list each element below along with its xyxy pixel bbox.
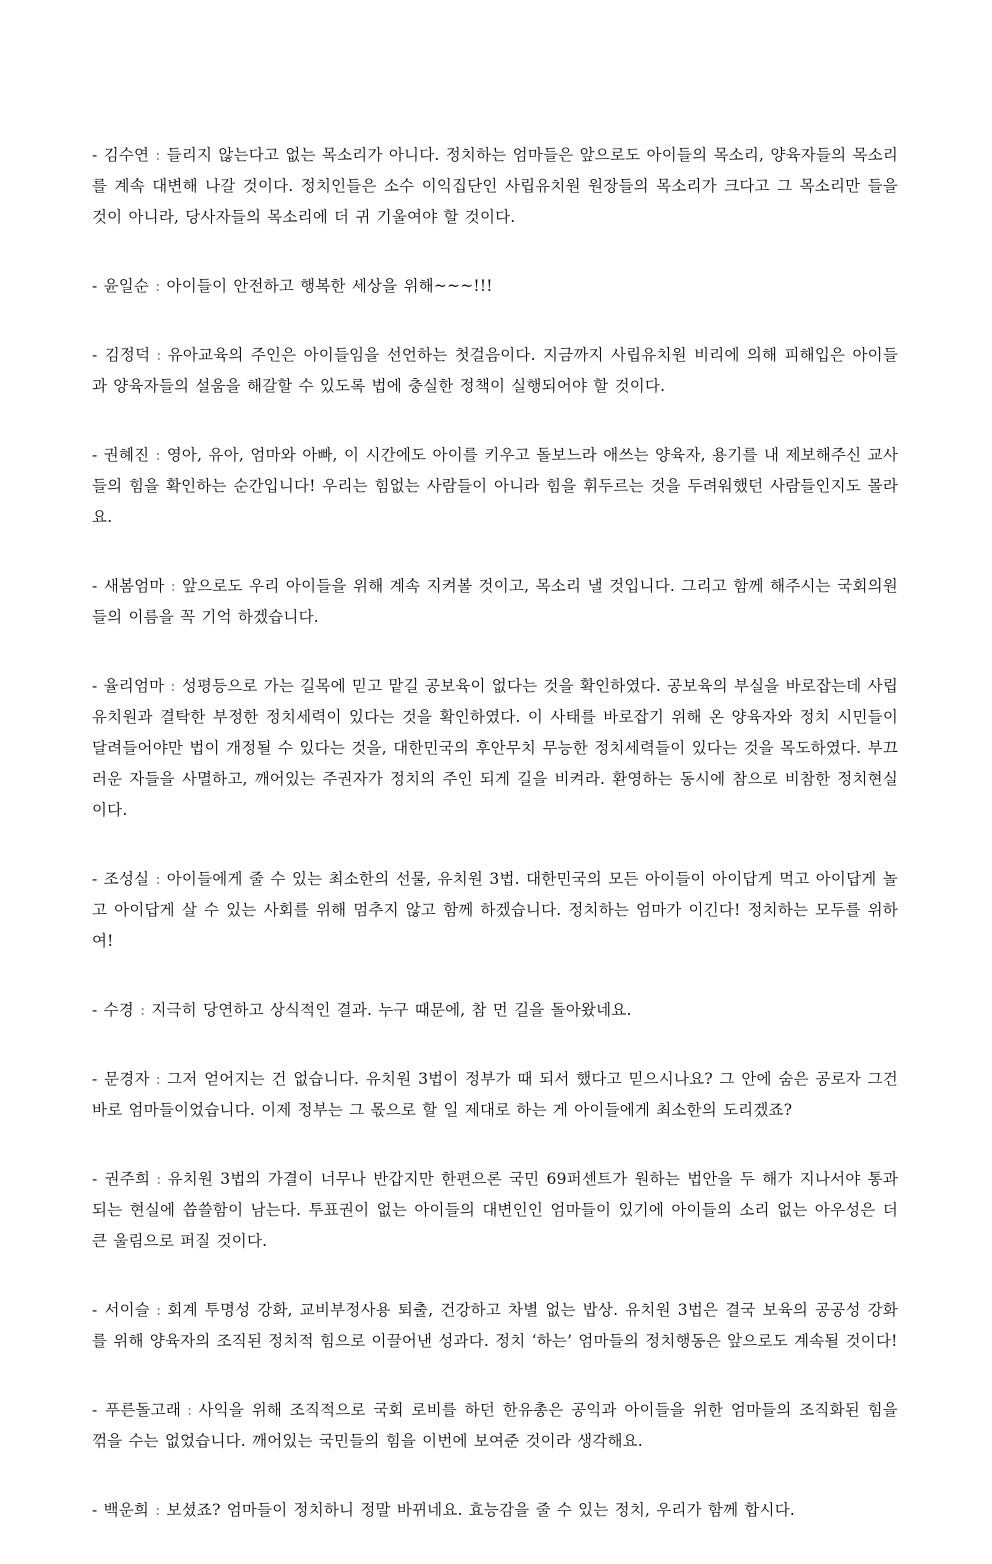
entry-dash: -	[92, 870, 98, 888]
comment-entry	[92, 1495, 898, 1526]
comment-text: 영아, 유아, 엄마와 아빠, 이 시간에도 아이를 키우고 돌보느라 애쓰는 양육자, 용기를 내 제보해주신 교사들의 힘을 확인하는 순간입니다! 우리는 힘없는 사람들이 아니라 힘을 휘두르는 것을 두려워했던 사람들인지도 몰라요.	[92, 446, 898, 526]
name-separator: :	[170, 577, 177, 595]
comment-text: 아이들에게 줄 수 있는 최소한의 선물, 유치원 3법. 대한민국의 모든 아이들이 아이답게 먹고 아이답게 놀고 아이답게 살 수 있는 사회를 위해 멈추지 않고 함께 하겠습니다. 정치하는 엄마가 이긴다! 정치하는 모두를 위하여!	[92, 870, 898, 950]
comment-entry	[92, 571, 898, 633]
comment-text: 회계 투명성 강화, 교비부정사용 퇴출, 건강하고 차별 없는 밥상. 유치원 3법은 결국 보육의 공공성 강화를 위해 양육자의 조직된 정치적 힘으로 이끌어낸 성과다. 정치 ‘하는’ 엄마들의 정치행동은 앞으로도 계속될 것이다!	[92, 1301, 898, 1350]
commenter-name: 서이슬	[104, 1301, 150, 1319]
name-separator: :	[156, 1170, 162, 1188]
commenter-name: 수경	[103, 1001, 134, 1019]
name-separator: :	[155, 870, 161, 888]
commenter-name: 율리엄마	[103, 677, 165, 695]
entry-dash: -	[92, 1501, 98, 1519]
comment-text: 성평등으로 가는 길목에 믿고 맡길 공보육이 없다는 것을 확인하였다. 공보육의 부실을 바로잡는데 사립유치원과 결탁한 부정한 정치세력이 있다는 것을 확인하였다. 이 사태를 바로잡기 위해 온 양육자와 정치 시민들이 달려들어야만 법이 개정될 수 있다는 것을, 대한민국의 후안무치 무능한 정치세력들이 있다는 것을 목도하였다. 부끄러운 자들을 사멸하고, 깨어있는 주권자가 정치의 주인 되게 길을 비켜라. 환영하는 동시에 참으로 비참한 정치현실이다.	[92, 677, 898, 819]
comment-text: 유치원 3법의 가결이 너무나 반갑지만 한편으론 국민 69퍼센트가 원하는 법안을 두 해가 지나서야 통과되는 현실에 씁쓸함이 남는다. 투표권이 없는 아이들의 대변인인 엄마들이 있기에 아이들의 소리 없는 아우성은 더 큰 울림으로 퍼질 것이다.	[92, 1170, 898, 1250]
name-separator: :	[155, 277, 161, 295]
entry-dash: -	[92, 677, 98, 695]
comment-entry	[92, 1064, 898, 1126]
name-separator: :	[187, 1401, 193, 1419]
name-separator: :	[139, 1001, 146, 1019]
comment-text: 지극히 당연하고 상식적인 결과. 누구 때문에, 참 먼 길을 돌아왔네요.	[151, 1001, 632, 1019]
comment-entry	[92, 440, 898, 533]
commenter-name: 백운희	[103, 1501, 150, 1519]
comment-entry	[92, 671, 898, 826]
commenter-name: 새봄엄마	[103, 577, 165, 595]
comment-text: 아이들이 안전하고 행복한 세상을 위해~~~!!!	[166, 277, 493, 295]
comment-text: 유아교육의 주인은 아이들임을 선언하는 첫걸음이다. 지금까지 사립유치원 비리에 의해 피해입은 아이들과 양육자들의 설움을 해갈할 수 있도록 법에 충실한 정책이 실행되어야 할 것이다.	[92, 346, 898, 395]
comment-entry	[92, 1295, 898, 1357]
name-separator: :	[155, 446, 161, 464]
comment-entry	[92, 1164, 898, 1257]
name-separator: :	[155, 1070, 162, 1088]
commenter-name: 김정덕	[104, 346, 151, 364]
comment-text: 보셨죠? 엄마들이 정치하니 정말 바뀌네요. 효능감을 줄 수 있는 정치, 우리가 함께 합시다.	[166, 1501, 796, 1519]
comment-text: 사익을 위해 조직적으로 국회 로비를 하던 한유총은 공익과 아이들을 위한 엄마들의 조직화된 힘을 꺾을 수는 없었습니다. 깨어있는 국민들의 힘을 이번에 보여준 것이라 생각해요.	[92, 1401, 898, 1450]
commenter-name: 권주희	[104, 1170, 151, 1188]
comment-text: 앞으로도 우리 아이들을 위해 계속 지켜볼 것이고, 목소리 낼 것입니다. 그리고 함께 해주시는 국회의원들의 이름을 꼭 기억 하겠습니다.	[92, 577, 898, 626]
entry-dash: -	[92, 1001, 98, 1019]
commenter-name: 김수연	[103, 146, 150, 164]
entry-dash: -	[92, 277, 98, 295]
name-separator: :	[155, 1301, 162, 1319]
name-separator: :	[155, 1501, 161, 1519]
commenter-name: 조성실	[103, 870, 150, 888]
entry-dash: -	[92, 346, 98, 364]
comment-entry	[92, 1395, 898, 1457]
entry-dash: -	[92, 1070, 98, 1088]
entry-dash: -	[92, 1301, 98, 1319]
comment-entry	[92, 140, 898, 233]
name-separator: :	[170, 677, 176, 695]
comment-entry	[92, 864, 898, 957]
entry-dash: -	[92, 446, 98, 464]
commenter-name: 푸른돌고래	[105, 1401, 182, 1419]
entry-dash: -	[92, 1401, 98, 1419]
commenter-name: 윤일순	[103, 277, 150, 295]
comment-text: 그저 얻어지는 건 없습니다. 유치원 3법이 정부가 때 되서 했다고 믿으시나요? 그 안에 숨은 공로자 그건 바로 엄마들이었습니다. 이제 정부는 그 몫으로 할 일 제대로 하는 게 아이들에게 최소한의 도리겠죠?	[92, 1070, 898, 1119]
entry-dash: -	[92, 577, 98, 595]
name-separator: :	[156, 346, 162, 364]
comment-text: 들리지 않는다고 없는 목소리가 아니다. 정치하는 엄마들은 앞으로도 아이들의 목소리, 양육자들의 목소리를 계속 대변해 나갈 것이다. 정치인들은 소수 이익집단인 사립유치원 원장들의 목소리가 크다고 그 목소리만 들을 것이 아니라, 당사자들의 목소리에 더 귀 기울여야 할 것이다.	[92, 146, 898, 226]
document-page	[92, 140, 898, 1564]
comment-entry	[92, 340, 898, 402]
entry-dash: -	[92, 1170, 98, 1188]
comment-entry	[92, 995, 898, 1026]
entry-dash: -	[92, 146, 98, 164]
name-separator: :	[155, 146, 161, 164]
commenter-name: 문경자	[104, 1070, 150, 1088]
comment-entry	[92, 271, 898, 302]
commenter-name: 권혜진	[103, 446, 150, 464]
